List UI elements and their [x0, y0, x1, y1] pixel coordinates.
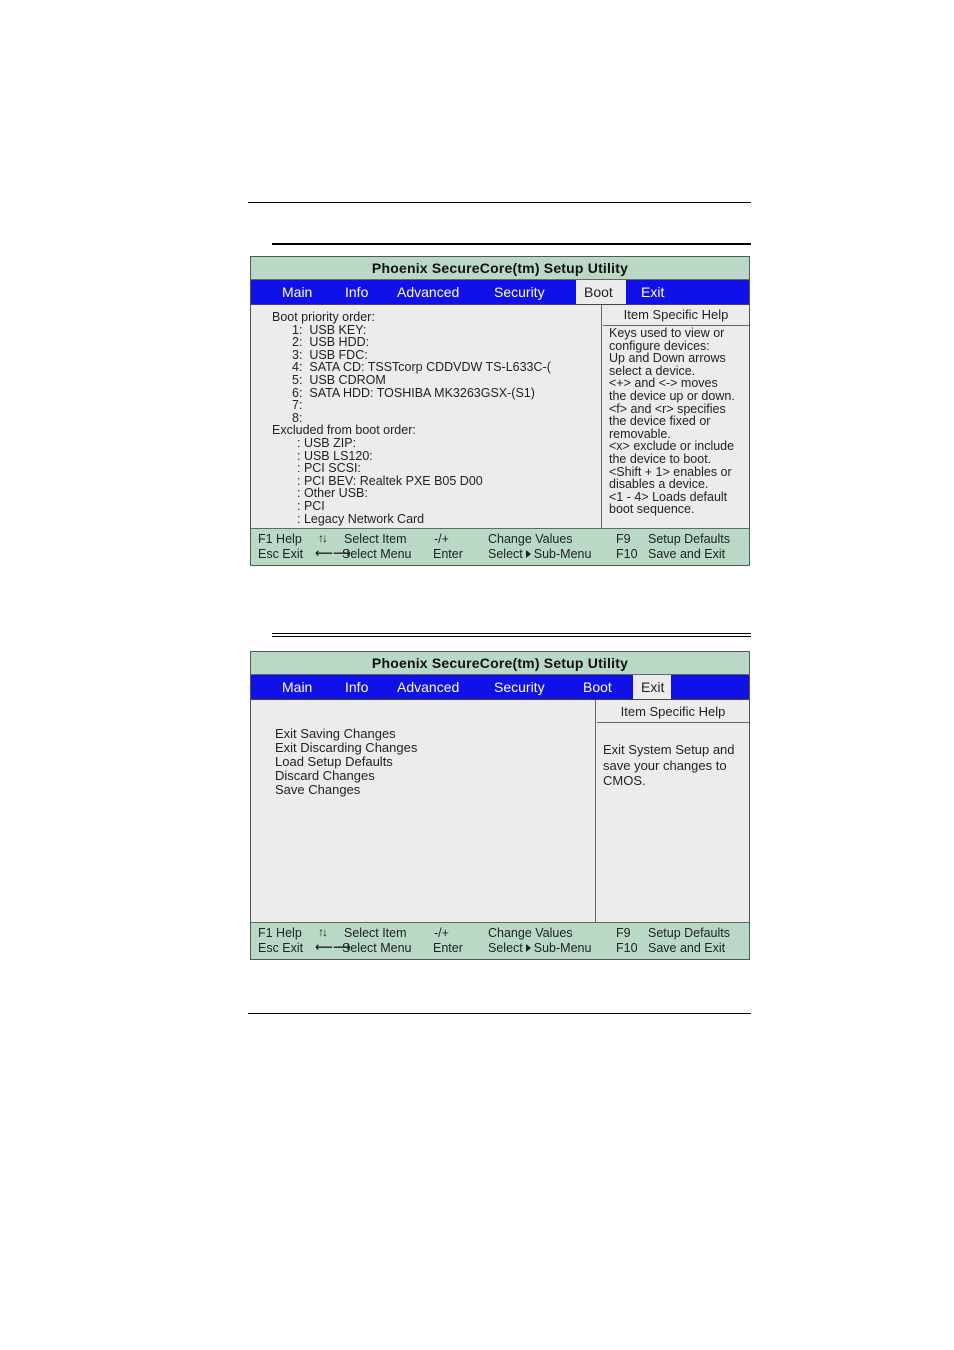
boot-item-2[interactable]: 2: USB HDD:	[292, 335, 370, 350]
excluded-item[interactable]: : PCI	[297, 499, 325, 513]
esc-exit-key: Esc Exit	[258, 941, 304, 955]
menu-bar	[251, 280, 749, 305]
exit-option-discard-changes[interactable]: Discard Changes	[275, 768, 375, 783]
change-values-label: Change Values	[488, 532, 573, 546]
f10-key: F10	[616, 941, 638, 955]
tab-info[interactable]: Info	[345, 679, 369, 695]
f10-key: F10	[616, 547, 638, 561]
select-item-label: Select Item	[344, 532, 407, 546]
excluded-item[interactable]: : PCI SCSI:	[297, 461, 361, 476]
boot-item-8[interactable]: 8:	[292, 410, 303, 425]
excluded-heading: Excluded from boot order:	[272, 423, 416, 438]
select-submenu-label: Select Sub-Menu	[488, 547, 592, 561]
minus-plus-key: -/+	[434, 532, 449, 546]
tab-info[interactable]: Info	[345, 284, 369, 300]
bios-exit-screen	[250, 651, 750, 960]
bios-title: Phoenix SecureCore(tm) Setup Utility	[251, 257, 749, 280]
select-menu-label: Select Menu	[342, 941, 412, 955]
select-menu-label: Select Menu	[342, 547, 412, 561]
excluded-item[interactable]: : USB LS120:	[297, 448, 373, 463]
tab-exit[interactable]: Exit	[641, 284, 665, 300]
f9-key: F9	[616, 532, 631, 546]
excluded-item[interactable]: : Legacy Network Card	[297, 511, 425, 526]
exit-options-pane	[251, 700, 596, 922]
key-legend-footer	[251, 922, 749, 959]
figure2-rule-bottom	[272, 636, 751, 637]
enter-key: Enter	[433, 547, 463, 561]
tab-security[interactable]: Security	[494, 679, 545, 695]
enter-key: Enter	[433, 941, 463, 955]
tab-main[interactable]: Main	[282, 679, 313, 695]
exit-option-load-defaults[interactable]: Load Setup Defaults	[275, 754, 393, 769]
boot-item-7[interactable]: 7:	[292, 398, 303, 413]
f1-help-key: F1 Help	[258, 926, 302, 940]
up-down-arrows-icon: ↑↓	[318, 531, 326, 545]
up-down-arrows-icon: ↑↓	[318, 925, 326, 939]
help-title: Item Specific Help	[597, 700, 749, 723]
tab-advanced[interactable]: Advanced	[397, 679, 460, 695]
figure1-rule	[272, 243, 751, 245]
exit-option-save-changes[interactable]: Save Changes	[275, 782, 361, 797]
excluded-item[interactable]: : PCI BEV: Realtek PXE B05 D00	[297, 473, 483, 488]
select-item-label: Select Item	[344, 926, 407, 940]
boot-order-pane	[251, 305, 602, 528]
boot-priority-heading: Boot priority order:	[272, 310, 375, 324]
triangle-right-icon	[526, 944, 531, 952]
tab-main[interactable]: Main	[282, 284, 313, 300]
boot-item-5[interactable]: 5: USB CDROM	[292, 373, 386, 387]
change-values-label: Change Values	[488, 926, 573, 940]
left-right-arrows-icon: ⟵⟶	[315, 546, 351, 560]
f1-help-key: F1 Help	[258, 532, 302, 546]
f9-key: F9	[616, 926, 631, 940]
left-right-arrows-icon: ⟵⟶	[315, 940, 351, 954]
menu-bar	[251, 675, 749, 700]
esc-exit-key: Esc Exit	[258, 547, 304, 561]
tab-advanced[interactable]: Advanced	[397, 284, 460, 300]
bios-title: Phoenix SecureCore(tm) Setup Utility	[251, 652, 749, 675]
help-title: Item Specific Help	[603, 305, 749, 326]
setup-defaults-label: Setup Defaults	[648, 532, 730, 546]
boot-item-4[interactable]: 4: SATA CD: TSSTcorp CDDVDW TS-L633C-(	[292, 360, 551, 375]
bios-body	[251, 305, 749, 528]
exit-option-exit-discarding[interactable]: Exit Discarding Changes	[275, 740, 418, 755]
boot-item-1[interactable]: 1: USB KEY:	[292, 322, 367, 337]
figure2-rule-top	[272, 633, 751, 634]
footer-rule	[248, 1013, 751, 1014]
help-pane	[603, 305, 749, 528]
tab-exit[interactable]: Exit	[633, 675, 671, 699]
tab-boot[interactable]: Boot	[583, 679, 612, 695]
excluded-item[interactable]: : USB ZIP:	[297, 436, 357, 450]
boot-item-6[interactable]: 6: SATA HDD: TOSHIBA MK3263GSX-(S1)	[292, 385, 535, 400]
tab-boot[interactable]: Boot	[576, 280, 626, 304]
key-legend-footer	[251, 528, 749, 565]
tab-security[interactable]: Security	[494, 284, 545, 300]
triangle-right-icon	[526, 550, 531, 558]
help-pane	[597, 700, 749, 922]
save-and-exit-label: Save and Exit	[648, 547, 726, 561]
help-text: Keys used to view or configure devices: Up and Down arrows select a device. <+> and <-> moves the device up or down. <f> and <r> specifies the device fixed or removable. <x> exclude or include the device to boot. <Shift + 1> enables or disables a device. <1 - 4> Loads default boot sequence.	[609, 326, 735, 517]
bios-body	[251, 700, 749, 922]
bios-boot-screen	[250, 256, 750, 566]
select-submenu-label: Select Sub-Menu	[488, 941, 592, 955]
exit-option-exit-saving[interactable]: Exit Saving Changes	[275, 726, 396, 741]
boot-item-3[interactable]: 3: USB FDC:	[292, 347, 368, 362]
setup-defaults-label: Setup Defaults	[648, 926, 730, 940]
save-and-exit-label: Save and Exit	[648, 941, 726, 955]
minus-plus-key: -/+	[434, 926, 449, 940]
excluded-item[interactable]: : Other USB:	[297, 486, 368, 501]
help-text: Exit System Setup and save your changes to CMOS.	[603, 742, 735, 788]
header-rule	[248, 202, 751, 203]
